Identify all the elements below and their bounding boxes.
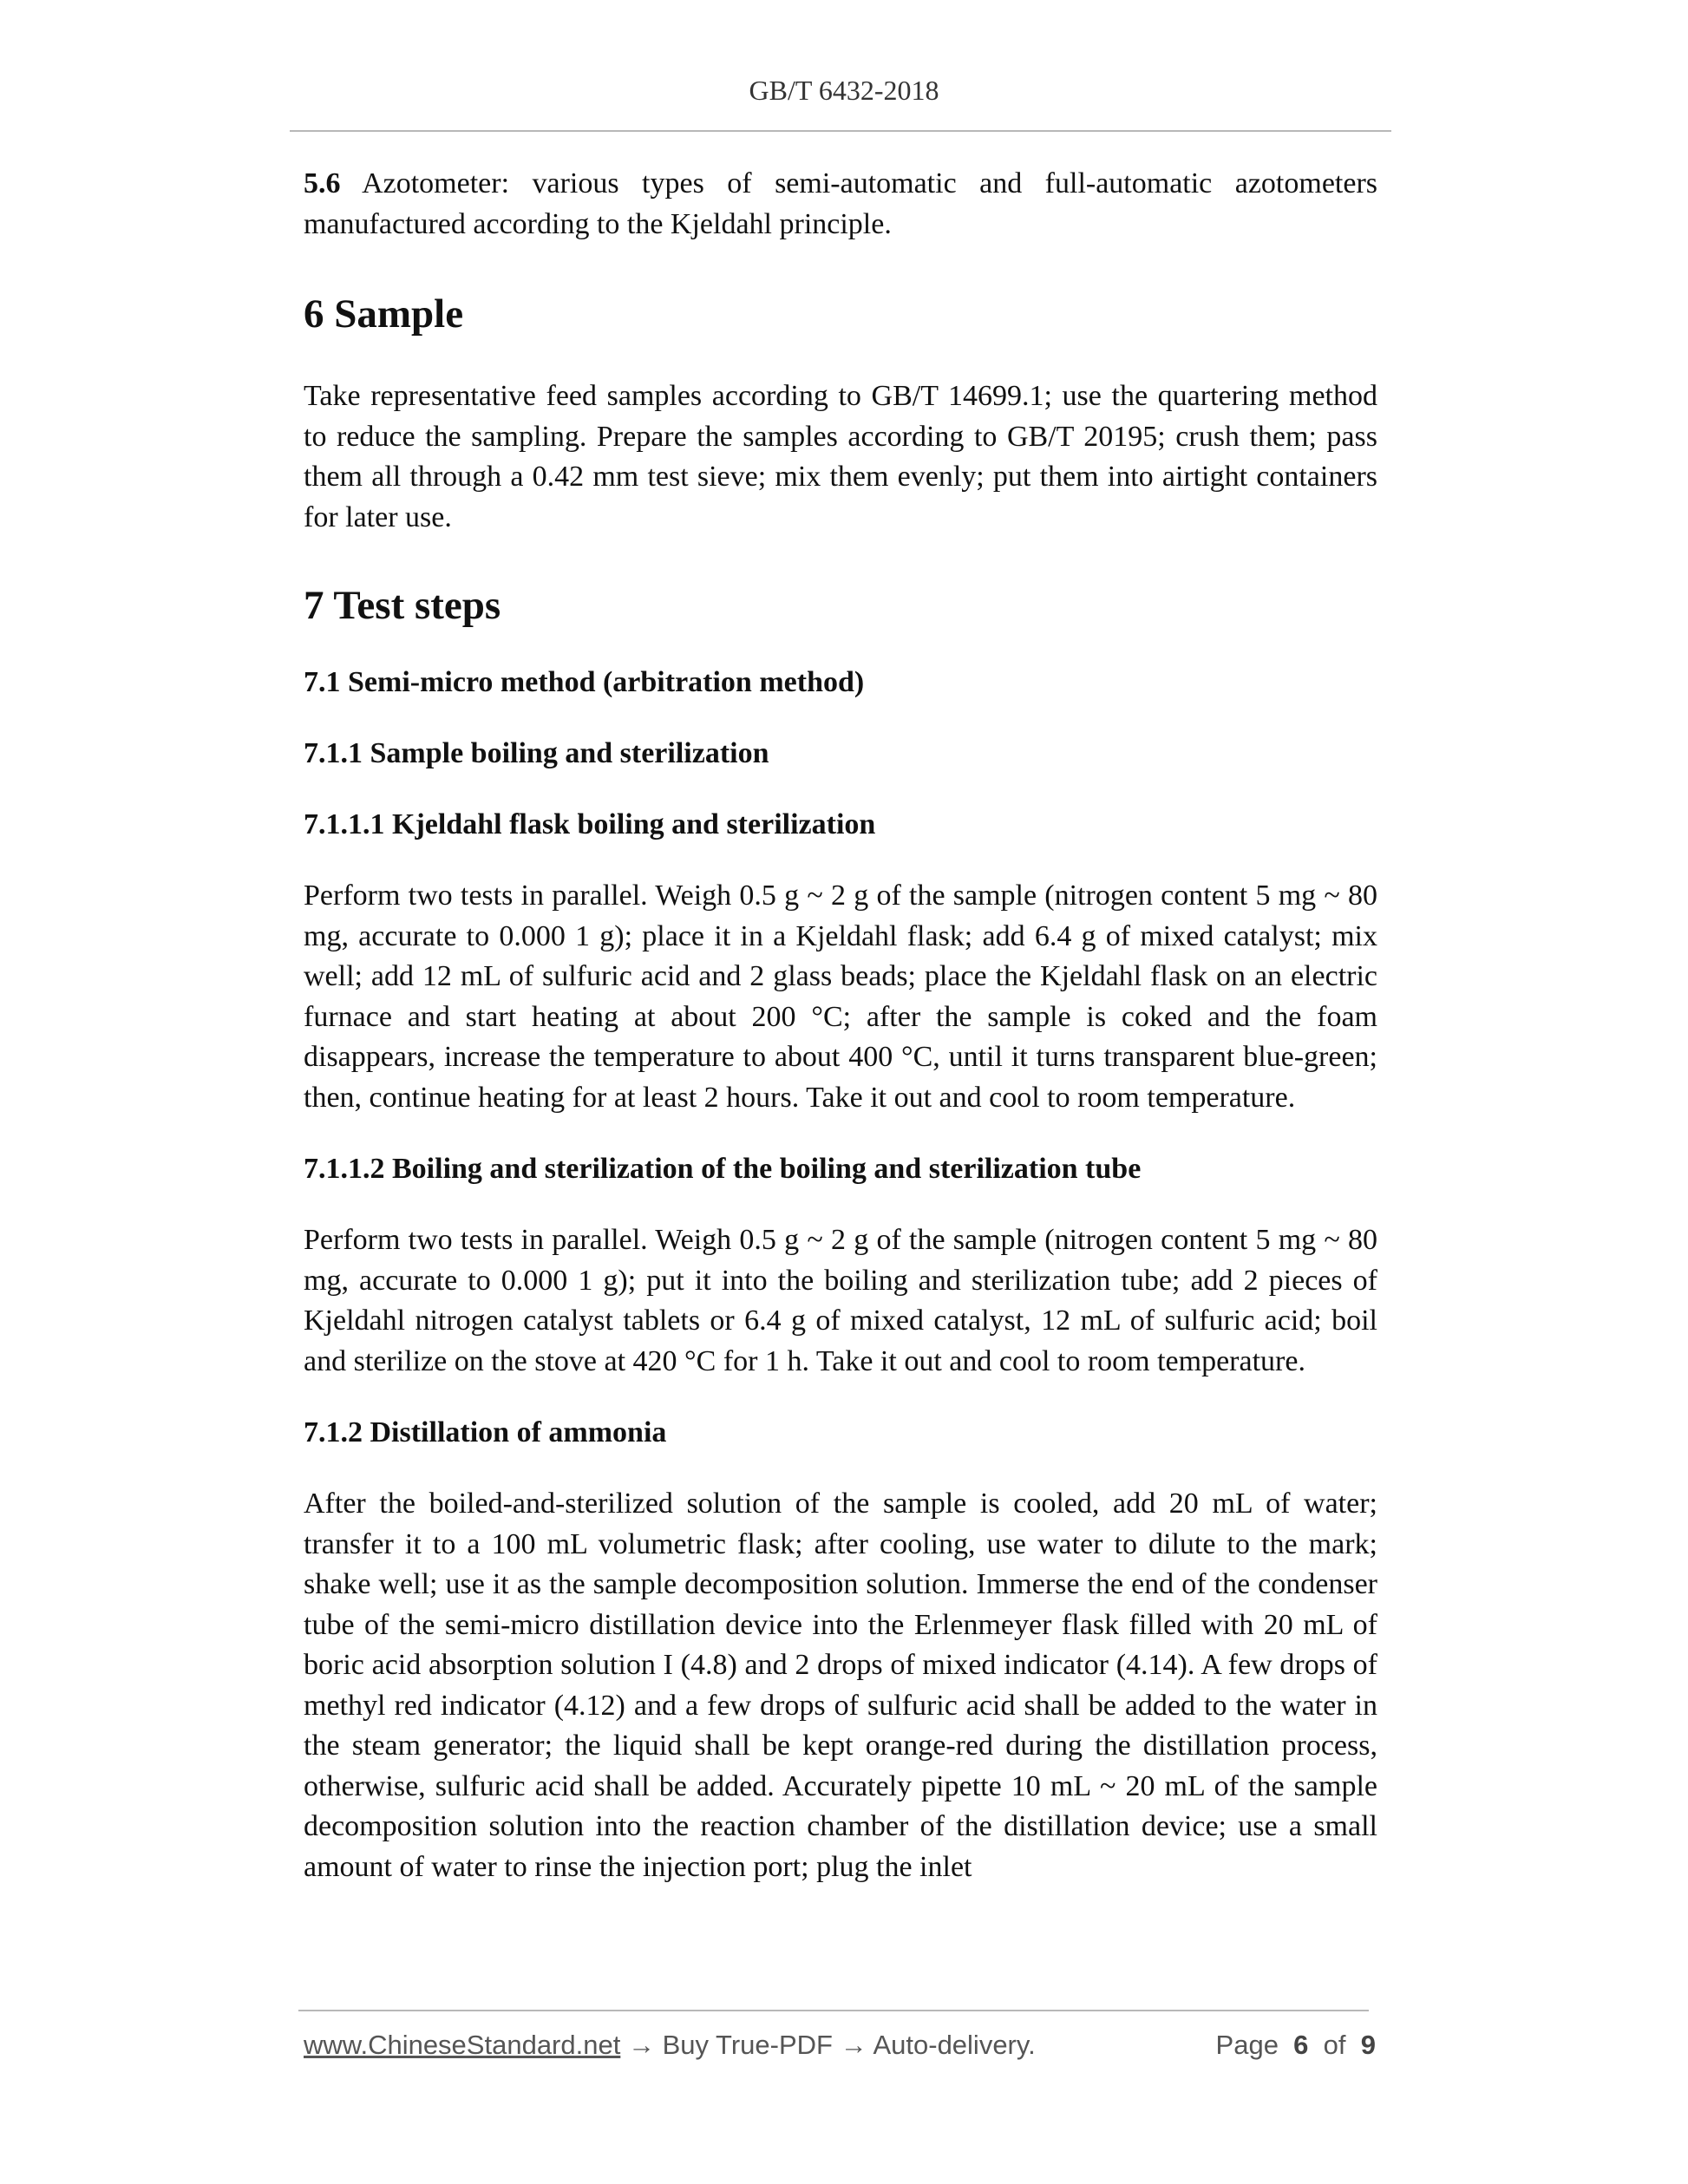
arrow-icon: → [620, 2030, 663, 2060]
site-link[interactable]: www.ChineseStandard.net [304, 2030, 621, 2060]
section-7-1-1-heading: 7.1.1 Sample boiling and sterilization [304, 737, 769, 769]
header-divider [290, 130, 1391, 132]
section-7-heading: 7 Test steps [304, 583, 501, 628]
section-7-1-2-paragraph: After the boiled-and-sterilized solution of the sample is cooled, add 20 mL of water; transfer it to a 100 mL volumetric flask; after cooling, use water to dilute to the mark; shake well; use it as the sample decomposition solution. Immerse the end of the condenser tube of the semi-micro distillation device into the Erlenmeyer flask filled with 20 mL of boric acid absorption solution I (4.8) and 2 drops of mixed indicator (4.14). A few drops of methyl red indicator (4.12) and a few drops of sulfuric acid shall be added to the water in the steam generator; the liquid shall be kept orange-red during the distillation process, otherwise, sulfuric acid shall be added. Accurately pipette 10 mL ~ 20 mL of the sample decomposition solution into the reaction chamber of the distillation device; use a small amount of water to rinse the injection port; plug the inlet [304, 1488, 1377, 1883]
section-7-1-2-heading: 7.1.2 Distillation of ammonia [304, 1416, 667, 1448]
section-7-1-1-1-heading: 7.1.1.1 Kjeldahl flask boiling and sterilization [304, 808, 876, 840]
buy-true-pdf-link[interactable]: Buy True-PDF [662, 2030, 833, 2060]
arrow-icon: → [832, 2030, 873, 2060]
section-5-6-text: Azotometer: various types of semi-automatic and full-automatic azotometers manufactured according to the Kjeldahl principle. [304, 167, 1377, 240]
section-7-1-1-2-heading: 7.1.1.2 Boiling and sterilization of the boiling and sterilization tube [304, 1153, 1142, 1185]
page-header-title: GB/T 6432-2018 [749, 75, 939, 106]
document-body [304, 159, 1377, 1887]
page-footer [304, 2030, 1376, 2068]
footer-divider [298, 2010, 1369, 2011]
page-indicator [1216, 2030, 1376, 2061]
section-7-1-1-1-paragraph: Perform two tests in parallel. Weigh 0.5 g ~ 2 g of the sample (nitrogen content 5 mg ~ 80 mg, accurate to 0.000 1 g); place it in a Kjeldahl flask; add 6.4 g of mixed catalyst; mix well; add 12 mL of sulfuric acid and 2 glass beads; place the Kjeldahl flask on an electric furnace and start heating at about 200 °C; after the sample is coked and the foam disappears, increase the temperature to about 400 °C, until it turns transparent blue-green; then, continue heating for at least 2 hours. Take it out and cool to room temperature. [304, 879, 1377, 1114]
section-6-paragraph: Take representative feed samples according to GB/T 14699.1; use the quartering method to reduce the sampling. Prepare the samples according to GB/T 20195; crush them; pass them all through a 0.42 mm test sieve; mix them evenly; put them into airtight containers for later use. [304, 380, 1377, 533]
section-5-6-number: 5.6 [304, 167, 341, 199]
footer-promo [304, 2030, 1036, 2061]
section-5-6-paragraph [304, 164, 1377, 245]
auto-delivery-text: Auto-delivery. [873, 2030, 1036, 2060]
section-7-1-1-2-paragraph: Perform two tests in parallel. Weigh 0.5 g ~ 2 g of the sample (nitrogen content 5 mg ~ 80 mg, accurate to 0.000 1 g); put it into the boiling and sterilization tube; add 2 pieces of Kjeldahl nitrogen catalyst tablets or 6.4 g of mixed catalyst, 12 mL of sulfuric acid; boil and sterilize on the stove at 420 °C for 1 h. Take it out and cool to room temperature. [304, 1224, 1377, 1377]
page-label: Page [1215, 2030, 1279, 2060]
section-6-heading: 6 Sample [304, 291, 464, 337]
total-page-number: 9 [1360, 2030, 1376, 2060]
current-page-number: 6 [1293, 2030, 1309, 2060]
section-7-1-heading: 7.1 Semi-micro method (arbitration method) [304, 666, 865, 698]
of-label: of [1323, 2030, 1346, 2060]
